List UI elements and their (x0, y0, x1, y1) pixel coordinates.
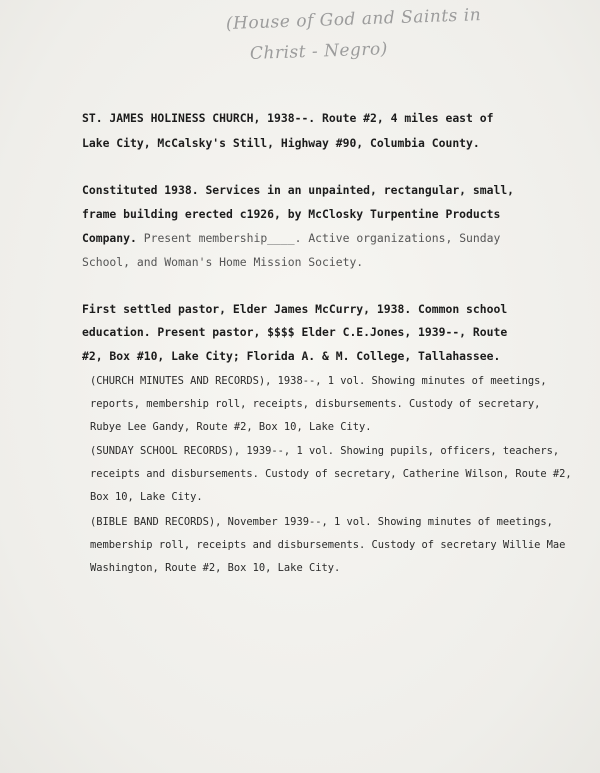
record-2-line-3: Box 10, Lake City. (90, 491, 203, 503)
paragraph-2-line-3 (82, 231, 500, 245)
record-1-line-2: reports, membership roll, receipts, disbursements. Custody of secretary, (90, 398, 541, 410)
record-1-line-1: (CHURCH MINUTES AND RECORDS), 1938--, 1 vol. Showing minutes of meetings, (90, 375, 547, 387)
paragraph-3-line-2: education. Present pastor, $$$$ Elder C.E.Jones, 1939--, Route (82, 325, 508, 339)
paragraph-2-line-3-light: Present membership____. Active organizations, Sunday (136, 231, 501, 245)
paragraph-2-line-2: frame building erected c1926, by McClosky Turpentine Products (82, 207, 501, 221)
record-3-line-1: (BIBLE BAND RECORDS), November 1939--, 1 vol. Showing minutes of meetings, (90, 516, 553, 528)
paragraph-3-line-1: First settled pastor, Elder James McCurry, 1938. Common school (82, 302, 508, 316)
record-1-line-3: Rubye Lee Gandy, Route #2, Box 10, Lake City. (90, 421, 372, 433)
record-2-line-2: receipts and disbursements. Custody of secretary, Catherine Wilson, Route #2, (90, 468, 572, 480)
record-3-line-2: membership roll, receipts and disbursements. Custody of secretary Willie Mae (90, 539, 566, 551)
paragraph-1-line-1: ST. JAMES HOLINESS CHURCH, 1938--. Route #2, 4 miles east of (82, 111, 494, 125)
paragraph-3-line-3: #2, Box #10, Lake City; Florida A. & M. College, Tallahassee. (82, 349, 501, 363)
record-3-line-3: Washington, Route #2, Box 10, Lake City. (90, 562, 341, 574)
handwritten-annotation-line-2: Christ - Negro) (249, 39, 389, 64)
paragraph-2-line-3-bold: Company. (82, 231, 137, 245)
record-2-line-1: (SUNDAY SCHOOL RECORDS), 1939--, 1 vol. Showing pupils, officers, teachers, (90, 445, 560, 457)
handwritten-annotation-line-1: (House of God and Saints in (225, 5, 482, 34)
paragraph-1-line-2: Lake City, McCalsky's Still, Highway #90, Columbia County. (82, 136, 480, 150)
paragraph-2-line-4: School, and Woman's Home Mission Society. (82, 255, 364, 269)
paragraph-2-line-1: Constituted 1938. Services in an unpainted, rectangular, small, (82, 183, 515, 197)
